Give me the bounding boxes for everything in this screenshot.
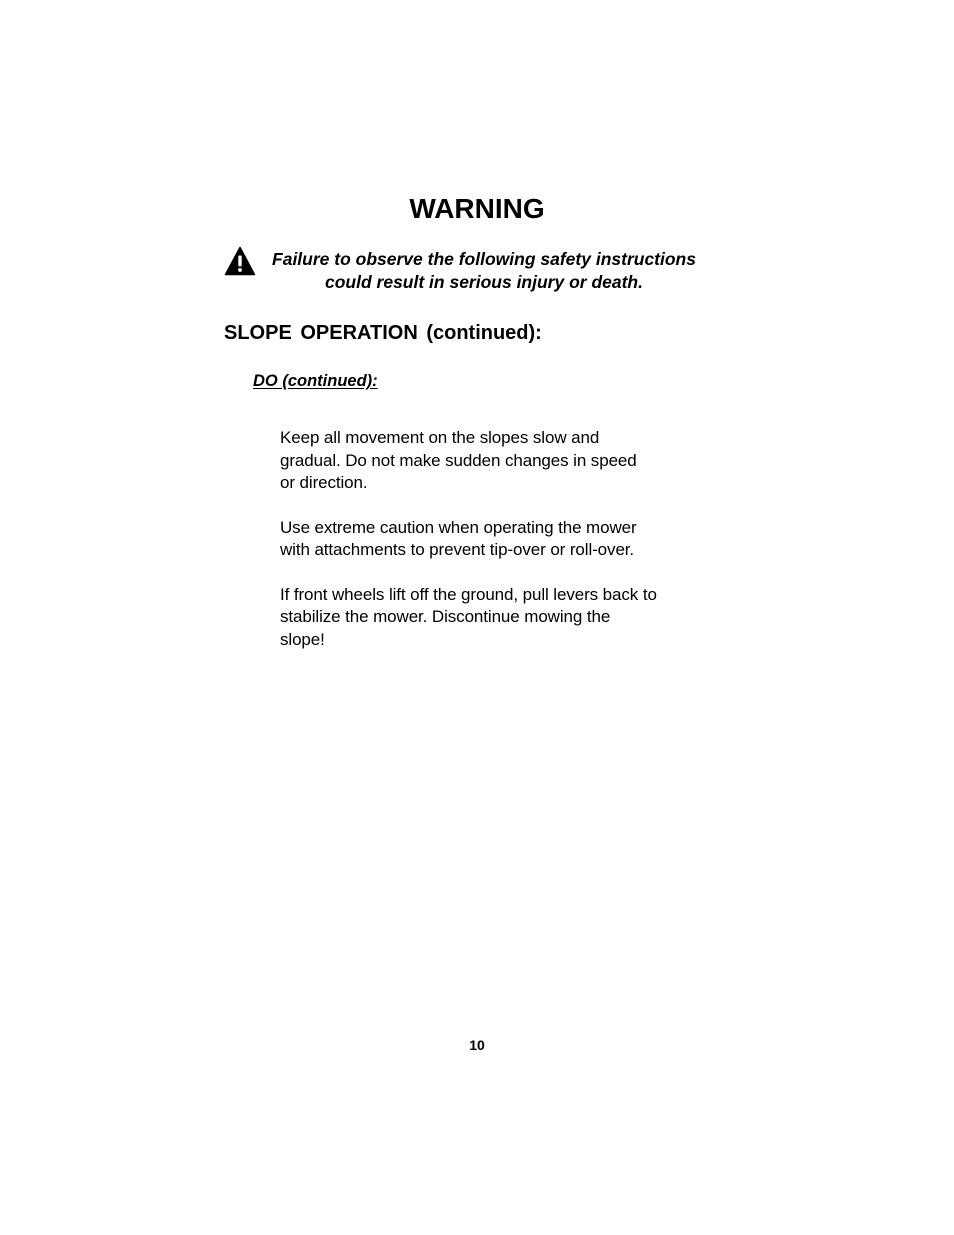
instruction-list [280,427,700,673]
paragraph-line: Use extreme caution when operating the mower [280,517,637,537]
warning-notice [224,246,734,298]
instruction-paragraph [280,584,700,652]
page-title: WARNING [409,193,545,224]
warning-triangle-icon [224,246,256,276]
warning-text [254,248,714,293]
section-heading: SLOPE OPERATION (continued): [224,322,542,344]
paragraph-line: slope! [280,629,325,649]
instruction-paragraph [280,427,700,495]
warning-text-line: could result in serious injury or death. [325,271,643,292]
paragraph-line: or direction. [280,473,368,492]
paragraph-line: If front wheels lift off the ground, pull levers back to [280,584,657,604]
paragraph-line: Keep all movement on the slopes slow and [280,428,600,447]
paragraph-line: with attachments to prevent tip-over or roll-over. [280,540,635,559]
instruction-paragraph [280,517,700,562]
subheading: DO (continued): [253,372,378,390]
warning-text-line: Failure to observe the following safety instructions [272,249,696,269]
paragraph-line: stabilize the mower. Discontinue mowing the [280,607,611,626]
paragraph-line: gradual. Do not make sudden changes in speed [280,450,637,470]
page-number: 10 [469,1037,485,1053]
